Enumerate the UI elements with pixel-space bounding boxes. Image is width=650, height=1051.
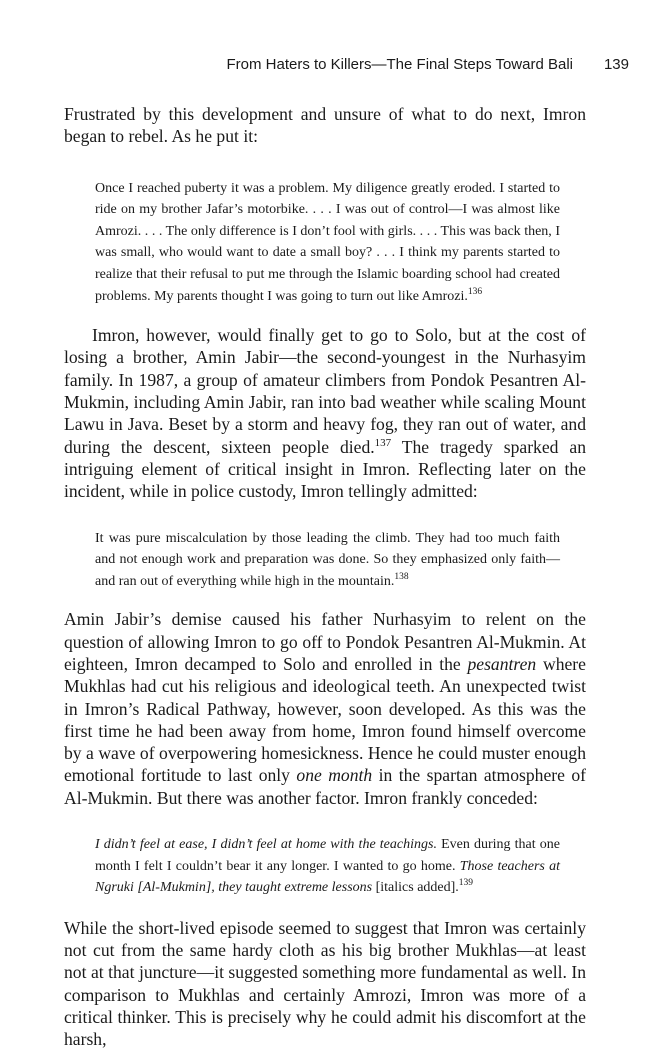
footnote-ref-136: 136 xyxy=(467,286,483,297)
block-quote-3-italic-2: Those teachers at Ngruki [Al-Mukmin], they taught extreme lessons xyxy=(95,858,561,896)
paragraph-2 xyxy=(64,324,586,502)
footnote-ref-137: 137 xyxy=(374,436,392,449)
paragraph-1-text: Frustrated by this development and unsure of what to do next, Imron began to rebel. As he put it: xyxy=(64,104,586,147)
paragraph-3 xyxy=(64,608,586,809)
block-quote-2-text: It was pure miscalculation by those leading the climb. They had too much faith and not enough work and preparation was done. So they emphasized only faith—and ran out of everything while high in the mountain. xyxy=(95,530,560,589)
paragraph-4-text: While the short-lived episode seemed to suggest that Imron was certainly not cut from the same hardy cloth as his big brother Mukhlas—at least not at that juncture—it suggested something more fundamental as well. In comparison to Mukhlas and certainly Amrozi, Imron was more of a critical thinker. This is precisely why he could admit his discomfort at the harsh, xyxy=(64,917,586,1050)
paragraph-1 xyxy=(64,103,586,148)
block-quote-3-text-end: [italics added]. xyxy=(372,880,459,896)
block-quote-3 xyxy=(64,834,560,899)
paragraph-2-text-b: The tragedy sparked an intriguing element of critical insight in Imron. Reflecting later on the incident, while in police custody, Imron tellingly admitted: xyxy=(64,436,586,502)
paragraph-3-italic-one-month: one month xyxy=(296,765,373,786)
paragraph-4 xyxy=(64,917,586,1051)
footnote-ref-138: 138 xyxy=(394,571,409,582)
paragraph-3-text-c: in the spartan atmosphere of Al-Mukmin. But there was another factor. Imron frankly conceded: xyxy=(64,765,587,808)
paragraph-3-text-b: where Mukhlas had cut his religious and ideological teeth. An unexpected twist in Imron’s Radical Pathway, however, soon developed. As this was the first time he had been away from home, Imron found himself overcome by a wave of overpowering homesickness. Hence he could muster enough emotional fortitude to last only xyxy=(64,653,586,786)
block-quote-3-italic-1: I didn’t feel at ease, I didn’t feel at home with the teachings. xyxy=(95,836,437,852)
running-header xyxy=(0,56,650,78)
block-quote-3-text-mid: Even during that one month I felt I couldn’t bear it any longer. I wanted to go home. xyxy=(95,836,561,874)
block-quote-2 xyxy=(64,528,560,593)
page-number: 139 xyxy=(603,56,629,73)
running-title: From Haters to Killers—The Final Steps Toward Bali xyxy=(226,56,573,73)
block-quote-1-text: Once I reached puberty it was a problem. My diligence greatly eroded. I started to ride on my brother Jafar’s motorbike. . . . I was out of control—I was almost like Amrozi. . . . The only difference is I don’t fool with girls. . . . This was back then, I was small, who would want to date a small boy? . . . I think my parents started to realize that their refusal to put me through the Islamic boarding school had created problems. My parents thought I was going to turn out like Amrozi. xyxy=(95,180,560,304)
paragraph-3-italic-pesantren: pesantren xyxy=(467,653,537,674)
paragraph-2-text-a: Imron, however, would finally get to go to Solo, but at the cost of losing a brother, Amin Jabir—the second-youngest in the Nurhasyim family. In 1987, a group of amateur climbers from Pondok Pesantren Al-Mukmin, including Amin Jabir, ran into bad weather while scaling Mount Lawu in Java. Beset by a storm and heavy fog, they ran out of water, and during the descent, sixteen people died. xyxy=(64,325,586,457)
footnote-ref-139: 139 xyxy=(458,878,474,889)
paragraph-3-text-a: Amin Jabir’s demise caused his father Nurhasyim to relent on the question of allowing Imron to go off to Pondok Pesantren Al-Mukmin. At eighteen, Imron decamped to Solo and enrolled in the xyxy=(64,609,586,674)
block-quote-1 xyxy=(64,178,560,308)
page-body xyxy=(64,103,586,1051)
